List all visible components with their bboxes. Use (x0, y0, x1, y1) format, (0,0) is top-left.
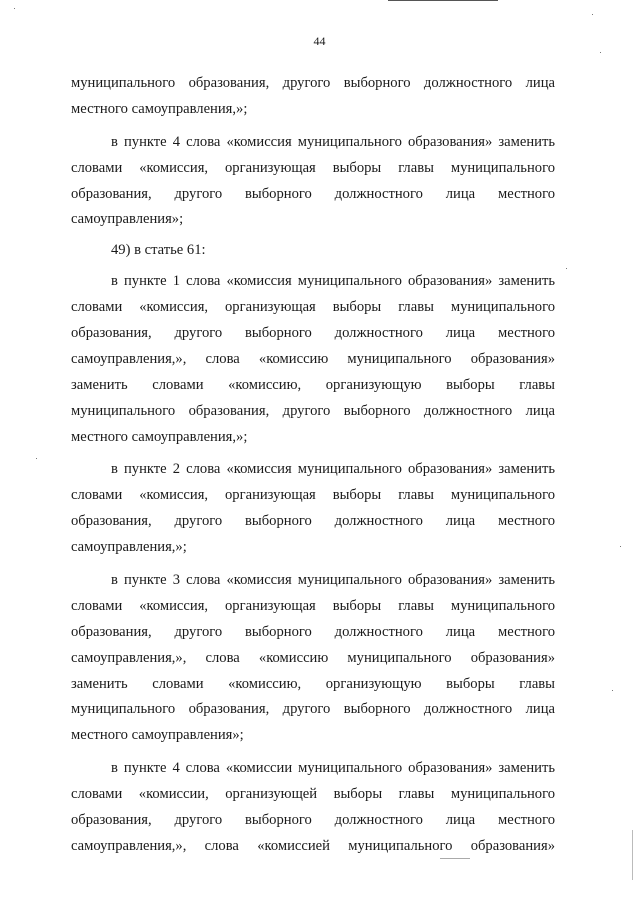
text-line: самоуправления,»; (71, 539, 187, 556)
text-line: самоуправления,», слова «комиссией муниципального образования» (71, 837, 555, 854)
text-line: в пункте 1 слова «комиссия муниципального образования» заменить (111, 273, 555, 290)
scan-edge-mark (632, 830, 633, 880)
text-line: словами «комиссия, организующая выборы главы муниципального (71, 487, 555, 504)
text-line: местного самоуправления»; (71, 727, 244, 744)
scan-speck (440, 858, 470, 859)
scan-speck (620, 546, 621, 547)
text-line: самоуправления,», слова «комиссию муниципального образования» (71, 649, 555, 666)
text-line: самоуправления»; (71, 211, 184, 228)
text-line: местного самоуправления,»; (71, 428, 248, 445)
page-number: 44 (313, 34, 326, 48)
text-line: в пункте 4 слова «комиссии муниципального образования» заменить (111, 760, 555, 777)
scan-speck (566, 268, 567, 269)
text-line: в пункте 4 слова «комиссия муниципального образования» заменить (111, 133, 555, 150)
scan-speck (600, 52, 601, 53)
text-line: образования, другого выборного должностного лица местного (71, 812, 555, 829)
text-line: образования, другого выборного должностного лица местного (71, 623, 555, 640)
text-line: муниципального образования, другого выборного должностного лица (71, 402, 555, 419)
text-line: заменить словами «комиссию, организующую выборы главы (71, 675, 555, 692)
text-line: образования, другого выборного должностного лица местного (71, 325, 555, 342)
text-line: словами «комиссия, организующая выборы главы муниципального (71, 299, 555, 316)
text-line: муниципального образования, другого выборного должностного лица (71, 75, 555, 91)
document-body (71, 71, 555, 860)
scan-speck (592, 14, 593, 15)
top-edge-rule (388, 0, 498, 1)
text-line: словами «комиссия, организующая выборы главы муниципального (71, 597, 555, 614)
text-line: 49) в статье 61: (111, 242, 206, 259)
text-line: образования, другого выборного должностного лица местного (71, 513, 555, 530)
text-line: муниципального образования, другого выборного должностного лица (71, 701, 555, 718)
text-line: словами «комиссия, организующая выборы главы муниципального (71, 159, 555, 176)
text-line: самоуправления,», слова «комиссию муниципального образования» (71, 350, 555, 367)
text-line: в пункте 3 слова «комиссия муниципального образования» заменить (111, 572, 555, 589)
text-line: заменить словами «комиссию, организующую выборы главы (71, 376, 555, 393)
text-line: в пункте 2 слова «комиссия муниципального образования» заменить (111, 461, 555, 478)
text-line: словами «комиссии, организующей выборы главы муниципального (71, 786, 555, 803)
text-line: образования, другого выборного должностного лица местного (71, 185, 555, 202)
scan-speck (14, 8, 15, 9)
scan-speck (36, 458, 37, 459)
text-line: местного самоуправления,»; (71, 100, 248, 117)
scan-speck (612, 690, 613, 691)
